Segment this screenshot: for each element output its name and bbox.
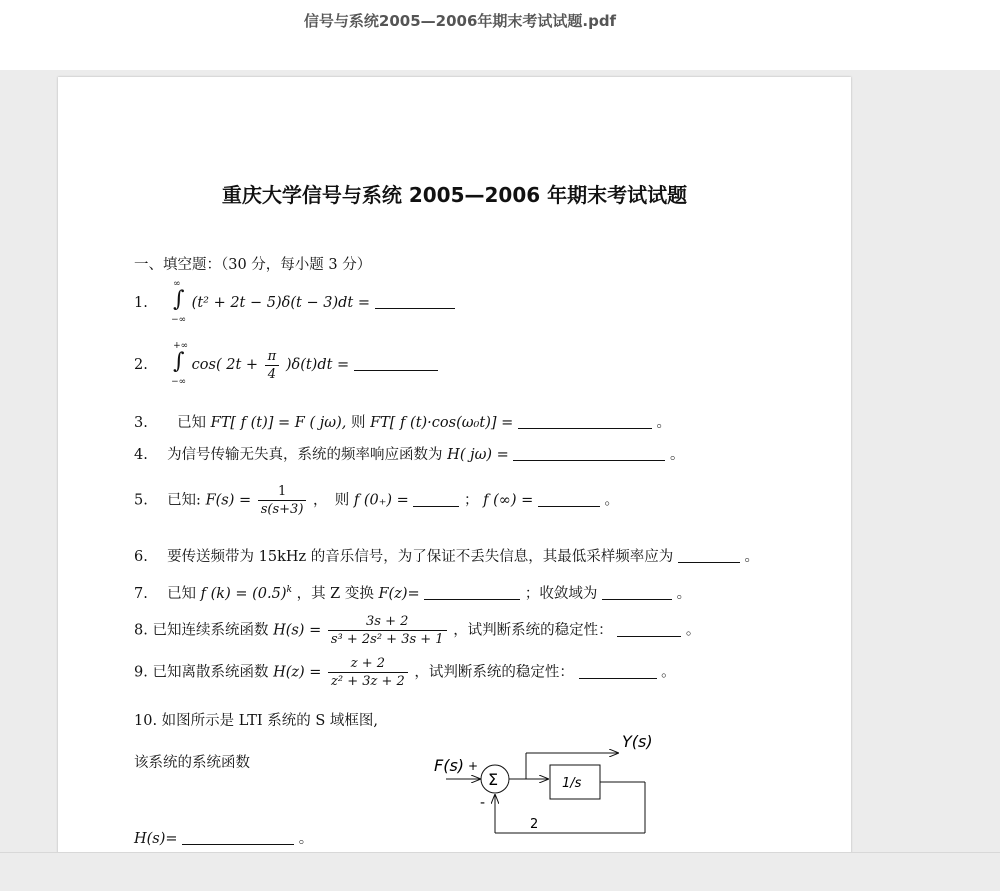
punctuation: ；: [464, 492, 479, 509]
question-10: [134, 709, 378, 730]
pdf-page[interactable]: [58, 77, 851, 877]
question-text: 已知: [177, 415, 207, 431]
answer-blank[interactable]: [182, 830, 294, 845]
question-number: 3.: [134, 415, 148, 431]
question-text: ， 则: [313, 492, 350, 509]
question-6: [134, 545, 759, 566]
punctuation: 。: [656, 415, 671, 431]
question-text: 已知连续系统函数: [152, 622, 269, 639]
question-text: ；收敛域为: [524, 586, 598, 602]
question-8: [134, 613, 700, 648]
answer-blank[interactable]: [678, 548, 740, 563]
answer-blank[interactable]: [424, 585, 520, 600]
section-heading: 一、填空题：（30 分，每小题 3 分）: [134, 257, 372, 273]
question-expression: H(z) =: [273, 664, 322, 681]
question-expression: f (0₊) =: [353, 492, 409, 509]
question-number: 7.: [134, 586, 148, 602]
question-number: 4.: [134, 447, 148, 463]
question-number: 8.: [134, 622, 148, 639]
integral-sign: ∞ ∫ −∞: [171, 279, 187, 325]
paper-title: 重庆大学信号与系统 2005—2006 年期末考试试题: [221, 183, 688, 207]
fraction: $\frac{z + 2}{\text{z² + 3z + 2}}$: [328, 655, 408, 690]
document-filename: 信号与系统2005—2006年期末考试试题.pdf: [303, 12, 617, 30]
feedback-gain: 2: [530, 817, 539, 832]
output-label: Y(s): [622, 732, 653, 751]
question-expression: F(s) =: [205, 492, 252, 509]
viewer-bottom-bar: [0, 852, 1000, 891]
answer-blank[interactable]: [413, 492, 459, 507]
question-7: [134, 582, 691, 603]
question-text: 已知:: [167, 492, 201, 509]
question-number: 10.: [134, 713, 158, 729]
integral-sign: +∞ ∫ −∞: [171, 341, 189, 387]
punctuation: 。: [685, 622, 701, 639]
question-expression: (t² + 2t − 5)δ(t − 3)dt =: [191, 295, 370, 311]
question-text: ，其 Z 变换: [296, 586, 374, 602]
integrator-label: 1/s: [562, 776, 582, 791]
question-10-answer: [134, 827, 313, 848]
question-text: 如图所示是 LTI 系统的 S 域框图,: [161, 713, 378, 729]
question-number: 1.: [134, 295, 148, 311]
fraction: $\frac{\pi}{4}$: [265, 348, 280, 383]
punctuation: 。: [676, 586, 692, 602]
question-number: 9.: [134, 664, 148, 681]
answer-blank[interactable]: [513, 446, 665, 461]
fraction: $\frac{3s + 2}{\text{s³ + 2s² + 3s + 1}}$: [328, 613, 447, 648]
answer-blank[interactable]: [538, 492, 600, 507]
minus-sign: -: [480, 795, 486, 811]
punctuation: 。: [661, 664, 676, 681]
input-label: F(s): [434, 756, 465, 775]
question-text: 已知离散系统函数: [152, 664, 269, 681]
question-text: 已知: [167, 586, 197, 602]
fraction: $\frac{1}{s(s+3)}$: [258, 483, 307, 518]
question-expression: f (k) = (0.5): [200, 586, 287, 602]
plus-sign: +: [468, 759, 479, 773]
answer-blank[interactable]: [602, 585, 672, 600]
question-text: ，试判断系统的稳定性：: [414, 664, 574, 681]
question-expression: FT[ f (t)] = F ( jω),: [210, 415, 347, 431]
question-expression: cos( 2t +: [191, 357, 259, 373]
question-expression: f (∞) =: [483, 492, 534, 509]
question-expression: FT[ f (t)·cos(ω₀t)] =: [370, 415, 514, 431]
question-expression: F(z)=: [378, 586, 420, 602]
question-expression: H(s) =: [273, 622, 322, 639]
answer-blank[interactable]: [518, 414, 652, 429]
punctuation: 。: [744, 549, 760, 565]
question-2: [134, 341, 438, 387]
question-1: [134, 279, 455, 325]
question-10-line2: 该系统的系统函数: [134, 755, 250, 771]
question-4: [134, 443, 685, 464]
question-number: 6.: [134, 549, 148, 565]
punctuation: 。: [298, 831, 314, 847]
document-header-bar: [0, 0, 1000, 70]
question-text: ，试判断系统的稳定性：: [453, 622, 613, 639]
question-text: 则: [350, 415, 366, 431]
answer-blank[interactable]: [617, 622, 681, 637]
answer-blank[interactable]: [579, 664, 657, 679]
s-domain-block-diagram: [430, 727, 680, 837]
question-number: 2.: [134, 357, 148, 373]
question-expression-tail: )δ(t)dt =: [285, 357, 350, 373]
question-number: 5.: [134, 492, 148, 509]
exponent: k: [286, 585, 292, 596]
question-expression: H( jω) =: [447, 447, 509, 463]
sum-symbol: Σ: [488, 770, 499, 789]
question-expression: H(s)=: [134, 831, 178, 847]
question-9: [134, 655, 676, 690]
punctuation: 。: [604, 492, 619, 509]
question-text: 为信号传输无失真，系统的频率响应函数为: [167, 447, 443, 463]
question-3: [134, 411, 671, 432]
answer-blank[interactable]: [354, 356, 438, 371]
question-5: [134, 483, 619, 518]
answer-blank[interactable]: [375, 294, 455, 309]
punctuation: 。: [670, 447, 685, 463]
question-text: 要传送频带为 15kHz 的音乐信号，为了保证不丢失信息，其最低采样频率应为: [167, 549, 674, 565]
